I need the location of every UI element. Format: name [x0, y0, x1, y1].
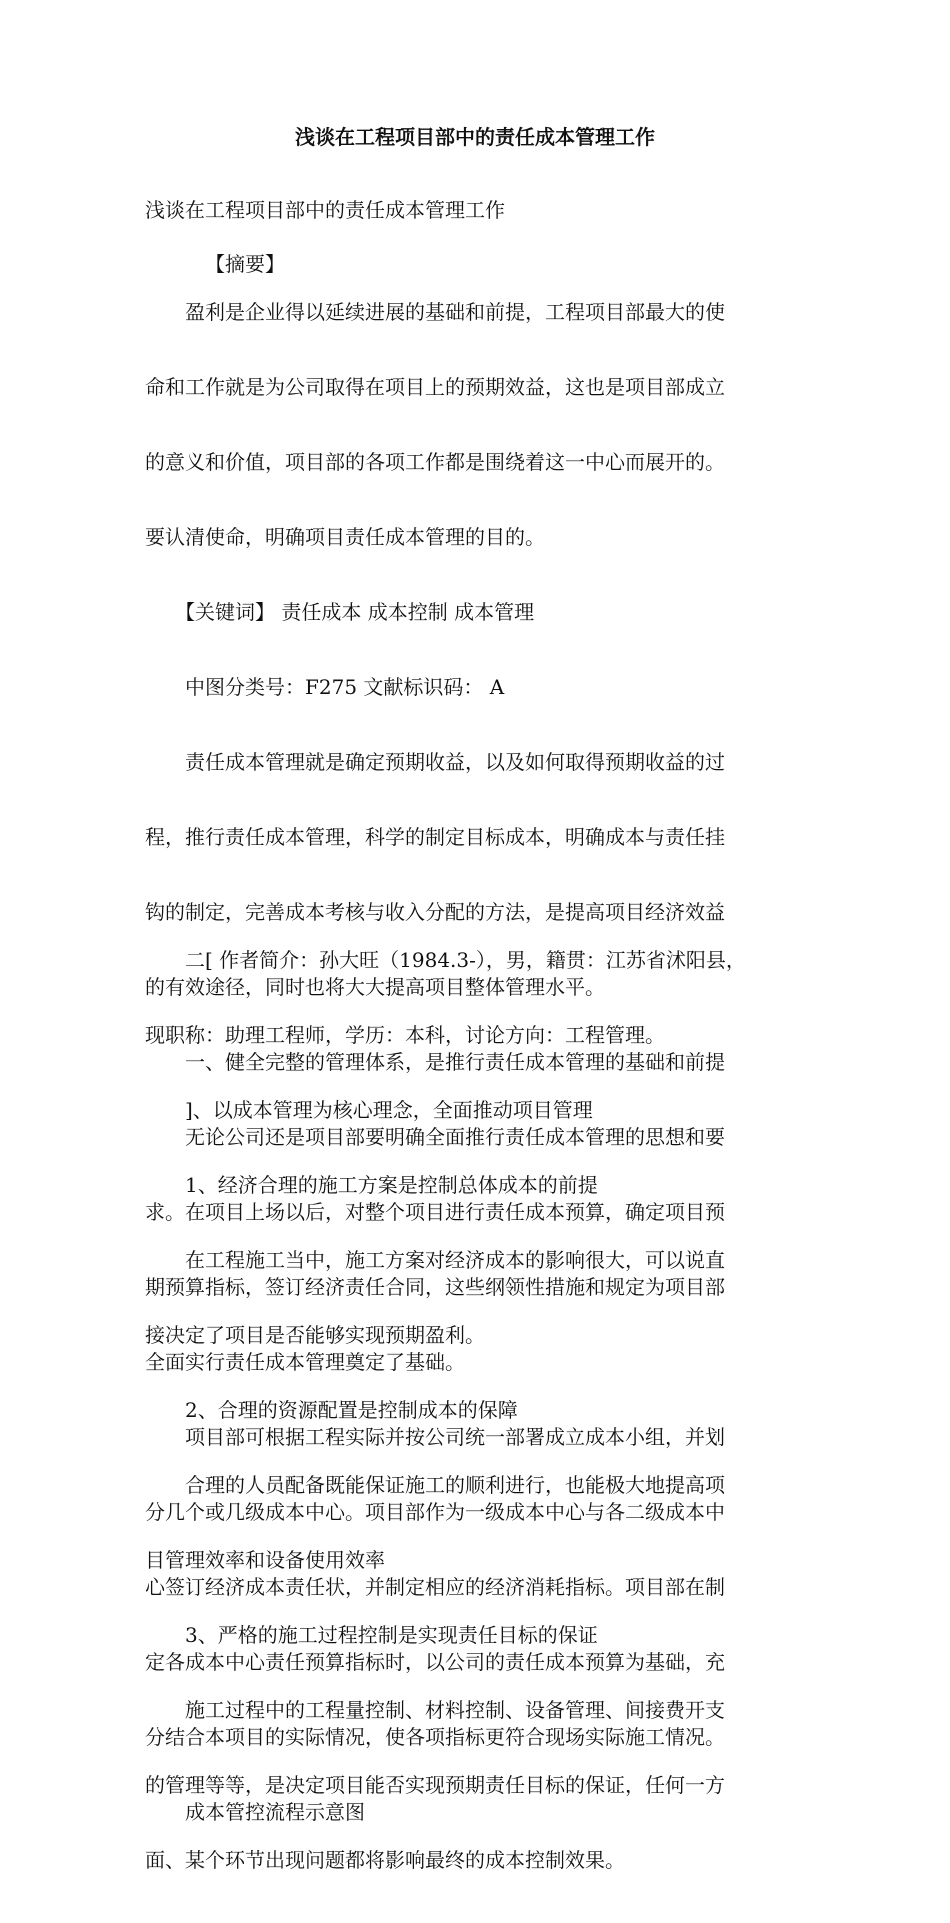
- para3-line: 分结合本项目的实际情况，使各项指标更符合现场实际施工情况。: [145, 1725, 725, 1749]
- abstract-line: 命和工作就是为公司取得在项目上的预期效益，这也是项目部成立: [145, 375, 725, 399]
- keywords-line: 【关键词】 责任成本 成本控制 成本管理: [145, 600, 535, 624]
- para2-line: 全面实行责任成本管理奠定了基础。: [145, 1350, 465, 1374]
- section2-heading: ]、以成本管理为核心理念，全面推动项目管理: [145, 1098, 593, 1122]
- sub1-line: 在工程施工当中，施工方案对经济成本的影响很大，可以说直: [145, 1248, 725, 1272]
- section1-heading: 一、健全完整的管理体系，是推行责任成本管理的基础和前提: [145, 1050, 725, 1074]
- sub3-line: 施工过程中的工程量控制、材料控制、设备管理、间接费开支: [145, 1698, 725, 1722]
- para3-line: 分几个或几级成本中心。项目部作为一级成本中心与各二级成本中: [145, 1500, 725, 1524]
- sub2-line: 目管理效率和设备使用效率: [145, 1548, 385, 1572]
- para3-line: 心签订经济成本责任状，并制定相应的经济消耗指标。项目部在制: [145, 1575, 725, 1599]
- para2-line: 求。在项目上场以后，对整个项目进行责任成本预算，确定项目预: [145, 1200, 725, 1224]
- sub3-line: 的管理等等，是决定项目能否实现预期责任目标的保证，任何一方: [145, 1773, 725, 1797]
- para1-line: 程，推行责任成本管理，科学的制定目标成本，明确成本与责任挂: [145, 825, 725, 849]
- abstract-line: 要认清使命，明确项目责任成本管理的目的。: [145, 525, 545, 549]
- abstract-heading-text: 【摘要】: [205, 252, 285, 276]
- sub3-line: 面、某个环节出现问题都将影响最终的成本控制效果。: [145, 1848, 625, 1872]
- sub1-heading: 1、经济合理的施工方案是控制总体成本的前提: [145, 1173, 598, 1197]
- para1-line: 钩的制定，完善成本考核与收入分配的方法，是提高项目经济效益: [145, 900, 725, 924]
- para2-line: 期预算指标，签订经济责任合同，这些纲领性措施和规定为项目部: [145, 1275, 725, 1299]
- abstract-line: 的意义和价值，项目部的各项工作都是围绕着这一中心而展开的。: [145, 450, 725, 474]
- author-line: 二[ 作者简介：孙大旺（1984.3-），男，籍贯：江苏省沭阳县，: [145, 948, 746, 972]
- lower-content: [145, 898, 815, 1923]
- sub1-line: 接决定了项目是否能够实现预期盈利。: [145, 1323, 485, 1347]
- para1-line: 责任成本管理就是确定预期收益，以及如何取得预期收益的过: [145, 750, 725, 774]
- document-title: 浅谈在工程项目部中的责任成本管理工作: [295, 125, 655, 149]
- para2-line: 无论公司还是项目部要明确全面推行责任成本管理的思想和要: [145, 1125, 725, 1149]
- para3-line: 定各成本中心责任预算指标时，以公司的责任成本预算为基础，充: [145, 1650, 725, 1674]
- sub2-heading: 2、合理的资源配置是控制成本的保障: [145, 1398, 518, 1422]
- sub3-heading: 3、严格的施工过程控制是实现责任目标的保证: [145, 1623, 598, 1647]
- para3-line: 项目部可根据工程实际并按公司统一部署成立成本小组，并划: [145, 1425, 725, 1449]
- figure-caption: 成本管控流程示意图: [145, 1800, 365, 1824]
- sub2-line: 合理的人员配备既能保证施工的顺利进行，也能极大地提高项: [145, 1473, 725, 1497]
- para1-line: 的有效途径，同时也将大大提高项目整体管理水平。: [145, 975, 605, 999]
- subtitle-line: 浅谈在工程项目部中的责任成本管理工作: [145, 198, 505, 222]
- author-line: 现职称：助理工程师，学历：本科，讨论方向：工程管理。: [145, 1023, 665, 1047]
- abstract-line: 盈利是企业得以延续进展的基础和前提，工程项目部最大的使: [145, 300, 725, 324]
- classification-line: 中图分类号：F275 文献标识码： A: [145, 675, 505, 699]
